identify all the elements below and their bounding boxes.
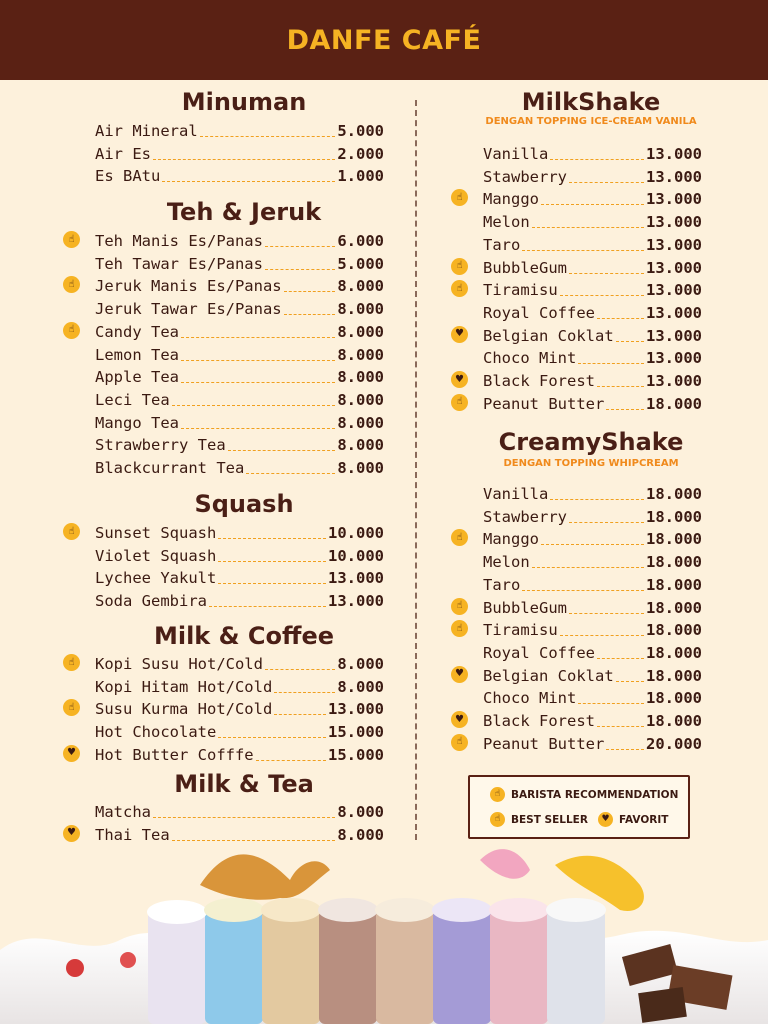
menu-item-price: 6.000 [337, 232, 384, 250]
dotted-leader [218, 583, 326, 584]
menu-item-price: 8.000 [337, 803, 384, 821]
menu-item-name: Vanilla [483, 145, 549, 163]
menu-item [95, 141, 384, 163]
menu-item-name: Belgian Coklat [483, 326, 614, 345]
menu-item-name: Blackcurrant Tea [95, 459, 245, 477]
menu-item-price: 10.000 [328, 546, 384, 565]
menu-item-name: Kopi Hitam Hot/Cold [95, 677, 273, 696]
menu-item-price: 18.000 [646, 598, 702, 617]
menu-item-price: 2.000 [337, 144, 384, 163]
menu-item-name: Manggo [483, 190, 539, 209]
menu-item-price: 13.000 [646, 167, 702, 186]
heart-icon: ♥ [451, 666, 468, 683]
menu-item [483, 595, 702, 617]
heart-icon: ♥ [451, 371, 468, 388]
menu-item [95, 273, 384, 295]
dotted-leader [181, 428, 335, 429]
dotted-leader [597, 318, 644, 319]
menu-item-price: 5.000 [337, 254, 384, 273]
section-title-milk-tea: Milk & Tea [174, 770, 314, 798]
menu-item-name: Melon [483, 213, 530, 232]
thumbs-up-icon: ☝ [451, 189, 468, 206]
thumbs-up-icon: ☝ [490, 787, 505, 802]
heart-icon: ♥ [451, 711, 468, 728]
thumbs-up-icon: ☝ [451, 734, 468, 751]
menu-item-name: Black Forest [483, 712, 595, 730]
thumbs-up-icon: ☝ [63, 276, 80, 293]
menu-item-name: Belgian Coklat [483, 666, 614, 685]
section-title-teh-jeruk: Teh & Jeruk [166, 198, 322, 226]
menu-item-price: 13.000 [646, 258, 702, 277]
menu-item [95, 118, 384, 140]
dotted-leader [597, 658, 644, 659]
column-divider [415, 100, 417, 840]
dotted-leader [560, 295, 644, 296]
menu-item-name: Peanut Butter [483, 394, 605, 413]
dotted-leader [597, 386, 644, 387]
menu-item-price: 8.000 [337, 825, 384, 844]
menu-item-price: 18.000 [646, 621, 702, 640]
menu-item-name: Royal Coffee [483, 643, 595, 662]
menu-item-name: Air Es [95, 144, 151, 163]
menu-item-price: 18.000 [646, 485, 702, 503]
menu-item [483, 277, 702, 299]
dotted-leader [541, 544, 644, 545]
menu-item-price: 8.000 [337, 655, 384, 673]
menu-item-price: 8.000 [337, 300, 384, 319]
menu-item-price: 8.000 [337, 677, 384, 696]
menu-item [483, 141, 702, 163]
menu-item-name: Tiramisu [483, 281, 558, 300]
thumbs-up-icon: ☝ [451, 280, 468, 297]
menu-item [95, 696, 384, 718]
menu-item-name: Sunset Squash [95, 524, 217, 542]
menu-item-price: 18.000 [646, 394, 702, 413]
menu-item-name: Hot Chocolate [95, 723, 217, 742]
thumbs-up-icon: ☝ [63, 322, 80, 339]
dotted-leader [265, 269, 335, 270]
menu-item-name: BubbleGum [483, 258, 567, 277]
menu-item [483, 232, 702, 254]
dotted-leader [246, 473, 335, 474]
menu-item-price: 13.000 [646, 372, 702, 390]
dotted-leader [218, 737, 326, 738]
menu-item-name: Choco Mint [483, 689, 577, 708]
heart-icon: ♥ [63, 825, 80, 842]
dotted-leader [218, 538, 326, 539]
menu-item-name: Air Mineral [95, 122, 198, 140]
menu-item-price: 8.000 [337, 459, 384, 477]
dotted-leader [578, 703, 644, 704]
menu-item-name: Melon [483, 553, 530, 572]
menu-item-name: Mango Tea [95, 413, 179, 432]
dotted-leader [522, 590, 644, 591]
menu-item [95, 543, 384, 565]
dotted-leader [569, 273, 644, 274]
menu-item [95, 651, 384, 673]
caramel-splash [200, 854, 330, 899]
thumbs-up-icon: ☝ [63, 231, 80, 248]
dotted-leader [256, 760, 326, 761]
dotted-leader [560, 635, 644, 636]
menu-item-name: Stawberry [483, 167, 567, 186]
menu-item-price: 8.000 [337, 390, 384, 409]
thumbs-up-icon: ☝ [63, 654, 80, 671]
menu-item [483, 663, 702, 685]
badge-legend [468, 775, 690, 839]
dotted-leader [616, 681, 644, 682]
menu-item-price: 18.000 [646, 507, 702, 526]
menu-item [483, 572, 702, 594]
section-title-minuman: Minuman [181, 88, 307, 116]
menu-item [483, 481, 702, 503]
menu-item [95, 588, 384, 610]
menu-item-price: 8.000 [337, 322, 384, 341]
menu-item-price: 10.000 [328, 524, 384, 542]
legend-barista-label: BARISTA RECOMMENDATION [511, 788, 679, 801]
section-title-creamyshake: CreamyShake [498, 428, 684, 456]
menu-item-name: Taro [483, 575, 521, 594]
dotted-leader [578, 363, 644, 364]
menu-item [95, 251, 384, 273]
dotted-leader [606, 409, 644, 410]
dotted-leader [550, 159, 644, 160]
dotted-leader [274, 714, 326, 715]
menu-item [483, 504, 702, 526]
menu-item-name: Choco Mint [483, 349, 577, 368]
menu-item-price: 8.000 [337, 277, 384, 296]
menu-item-name: Royal Coffee [483, 303, 595, 322]
menu-item-name: Tiramisu [483, 621, 558, 640]
thumbs-up-icon: ☝ [63, 699, 80, 716]
dotted-leader [181, 337, 335, 338]
menu-item-name: Es BAtu [95, 167, 161, 186]
legend-barista [490, 787, 678, 802]
dotted-leader [532, 227, 644, 228]
menu-item-price: 13.000 [328, 569, 384, 588]
menu-item-name: Jeruk Tawar Es/Panas [95, 300, 282, 319]
menu-item-price: 15.000 [328, 745, 384, 764]
dotted-leader [218, 561, 326, 562]
menu-item-price: 13.000 [646, 213, 702, 232]
menu-item-name: Leci Tea [95, 390, 170, 409]
dotted-leader [172, 405, 336, 406]
section-title-squash: Squash [194, 490, 294, 518]
menu-item-name: Black Forest [483, 372, 595, 390]
thumbs-up-icon: ☝ [490, 812, 505, 827]
legend-favorit [598, 812, 668, 827]
menu-item-price: 1.000 [337, 167, 384, 186]
menu-item-price: 18.000 [646, 530, 702, 549]
menu-item-name: Jeruk Manis Es/Panas [95, 277, 282, 296]
menu-item-price: 13.000 [646, 326, 702, 345]
menu-item-price: 8.000 [337, 436, 384, 455]
menu-item-price: 13.000 [646, 145, 702, 163]
thumbs-up-icon: ☝ [451, 529, 468, 546]
menu-item-name: Taro [483, 235, 521, 254]
menu-item-price: 15.000 [328, 723, 384, 742]
menu-item-name: Apple Tea [95, 368, 179, 387]
menu-item [95, 410, 384, 432]
menu-item-price: 5.000 [337, 122, 384, 140]
menu-item-name: Teh Tawar Es/Panas [95, 254, 263, 273]
menu-item-name: Strawberry Tea [95, 436, 226, 455]
menu-item-price: 8.000 [337, 345, 384, 364]
menu-item-name: BubbleGum [483, 598, 567, 617]
menu-item [95, 342, 384, 364]
strawberry [66, 959, 84, 977]
menu-item-price: 13.000 [646, 190, 702, 209]
menu-item-name: Susu Kurma Hot/Cold [95, 700, 273, 719]
menu-item [95, 228, 384, 250]
menu-item-price: 13.000 [646, 281, 702, 300]
dotted-leader [569, 613, 644, 614]
header-bar [0, 0, 768, 80]
dotted-leader [569, 522, 644, 523]
section-subtitle: DENGAN TOPPING WHIPCREAM [503, 458, 679, 469]
menu-item [95, 799, 384, 821]
menu-item-name: Kopi Susu Hot/Cold [95, 655, 263, 673]
menu-item [483, 685, 702, 707]
legend-favorit-label: FAVORIT [619, 813, 669, 826]
menu-item [483, 209, 702, 231]
menu-item-name: Candy Tea [95, 322, 179, 341]
shake-glasses [147, 898, 606, 1024]
menu-item-name: Stawberry [483, 507, 567, 526]
menu-item [483, 549, 702, 571]
menu-item-name: Thai Tea [95, 825, 170, 844]
dotted-leader [200, 136, 336, 137]
dotted-leader [532, 567, 644, 568]
menu-item-name: Soda Gembira [95, 592, 207, 611]
milkshake-illustration [0, 840, 768, 1024]
menu-item [483, 708, 702, 730]
dotted-leader [569, 182, 644, 183]
dotted-leader [606, 749, 644, 750]
menu-item [483, 617, 702, 639]
thumbs-up-icon: ☝ [451, 598, 468, 615]
menu-item-price: 13.000 [328, 592, 384, 611]
heart-icon: ♥ [598, 812, 613, 827]
section-subtitle: DENGAN TOPPING ICE-CREAM VANILA [485, 116, 697, 127]
menu-item-name: Hot Butter Cofffe [95, 745, 254, 764]
menu-item [483, 368, 702, 390]
menu-item-price: 18.000 [646, 553, 702, 572]
strawberry [120, 952, 136, 968]
menu-item [95, 432, 384, 454]
menu-item-name: Manggo [483, 530, 539, 549]
legend-best [490, 812, 588, 827]
menu-item [95, 674, 384, 696]
section-title-milkshake: MilkShake [521, 88, 661, 116]
strawberry-splash [480, 849, 530, 879]
menu-item [483, 345, 702, 367]
menu-item-price: 13.000 [646, 349, 702, 368]
menu-item-price: 13.000 [328, 700, 384, 719]
menu-item [483, 526, 702, 548]
menu-item [483, 186, 702, 208]
menu-item-name: Teh Manis Es/Panas [95, 232, 263, 250]
dotted-leader [284, 291, 336, 292]
menu-item-name: Lemon Tea [95, 345, 179, 364]
menu-item [95, 565, 384, 587]
dotted-leader [522, 250, 644, 251]
dotted-leader [162, 181, 335, 182]
thumbs-up-icon: ☝ [451, 394, 468, 411]
menu-item-name: Vanilla [483, 485, 549, 503]
menu-item [95, 319, 384, 341]
menu-item-price: 8.000 [337, 413, 384, 432]
menu-item-price: 13.000 [646, 303, 702, 322]
menu-item [95, 520, 384, 542]
dotted-leader [228, 450, 336, 451]
menu-item [483, 255, 702, 277]
dotted-leader [209, 606, 326, 607]
menu-item-price: 18.000 [646, 689, 702, 708]
menu-item-price: 18.000 [646, 643, 702, 662]
menu-item-price: 13.000 [646, 235, 702, 254]
dotted-leader [181, 382, 335, 383]
dotted-leader [153, 817, 335, 818]
menu-item [483, 640, 702, 662]
menu-item-price: 8.000 [337, 368, 384, 387]
menu-item-price: 18.000 [646, 666, 702, 685]
menu-item [95, 364, 384, 386]
menu-item-price: 18.000 [646, 575, 702, 594]
menu-item-price: 18.000 [646, 712, 702, 730]
dotted-leader [597, 726, 644, 727]
cafe-title: DANFE CAFÉ [286, 24, 482, 56]
dotted-leader [550, 499, 644, 500]
dotted-leader [265, 669, 335, 670]
dotted-leader [265, 246, 335, 247]
dotted-leader [541, 204, 644, 205]
dotted-leader [181, 360, 335, 361]
menu-item [95, 163, 384, 185]
menu-item-name: Violet Squash [95, 546, 217, 565]
dotted-leader [284, 314, 336, 315]
heart-icon: ♥ [451, 326, 468, 343]
menu-item-price: 20.000 [646, 734, 702, 753]
menu-item-name: Peanut Butter [483, 734, 605, 753]
menu-item-name: Lychee Yakult [95, 569, 217, 588]
menu-item [483, 391, 702, 413]
menu-item [95, 719, 384, 741]
menu-item [95, 742, 384, 764]
legend-best-label: BEST SELLER [511, 813, 588, 826]
thumbs-up-icon: ☝ [451, 258, 468, 275]
menu-item [483, 323, 702, 345]
dotted-leader [616, 341, 644, 342]
thumbs-up-icon: ☝ [63, 523, 80, 540]
menu-item [95, 296, 384, 318]
section-title-milk-coffee: Milk & Coffee [153, 622, 335, 650]
menu-item [483, 300, 702, 322]
menu-item [95, 387, 384, 409]
menu-item [483, 731, 702, 753]
menu-item [483, 164, 702, 186]
dotted-leader [274, 692, 335, 693]
menu-item [95, 455, 384, 477]
menu-item-name: Matcha [95, 803, 151, 821]
heart-icon: ♥ [63, 745, 80, 762]
thumbs-up-icon: ☝ [451, 620, 468, 637]
dotted-leader [153, 159, 335, 160]
